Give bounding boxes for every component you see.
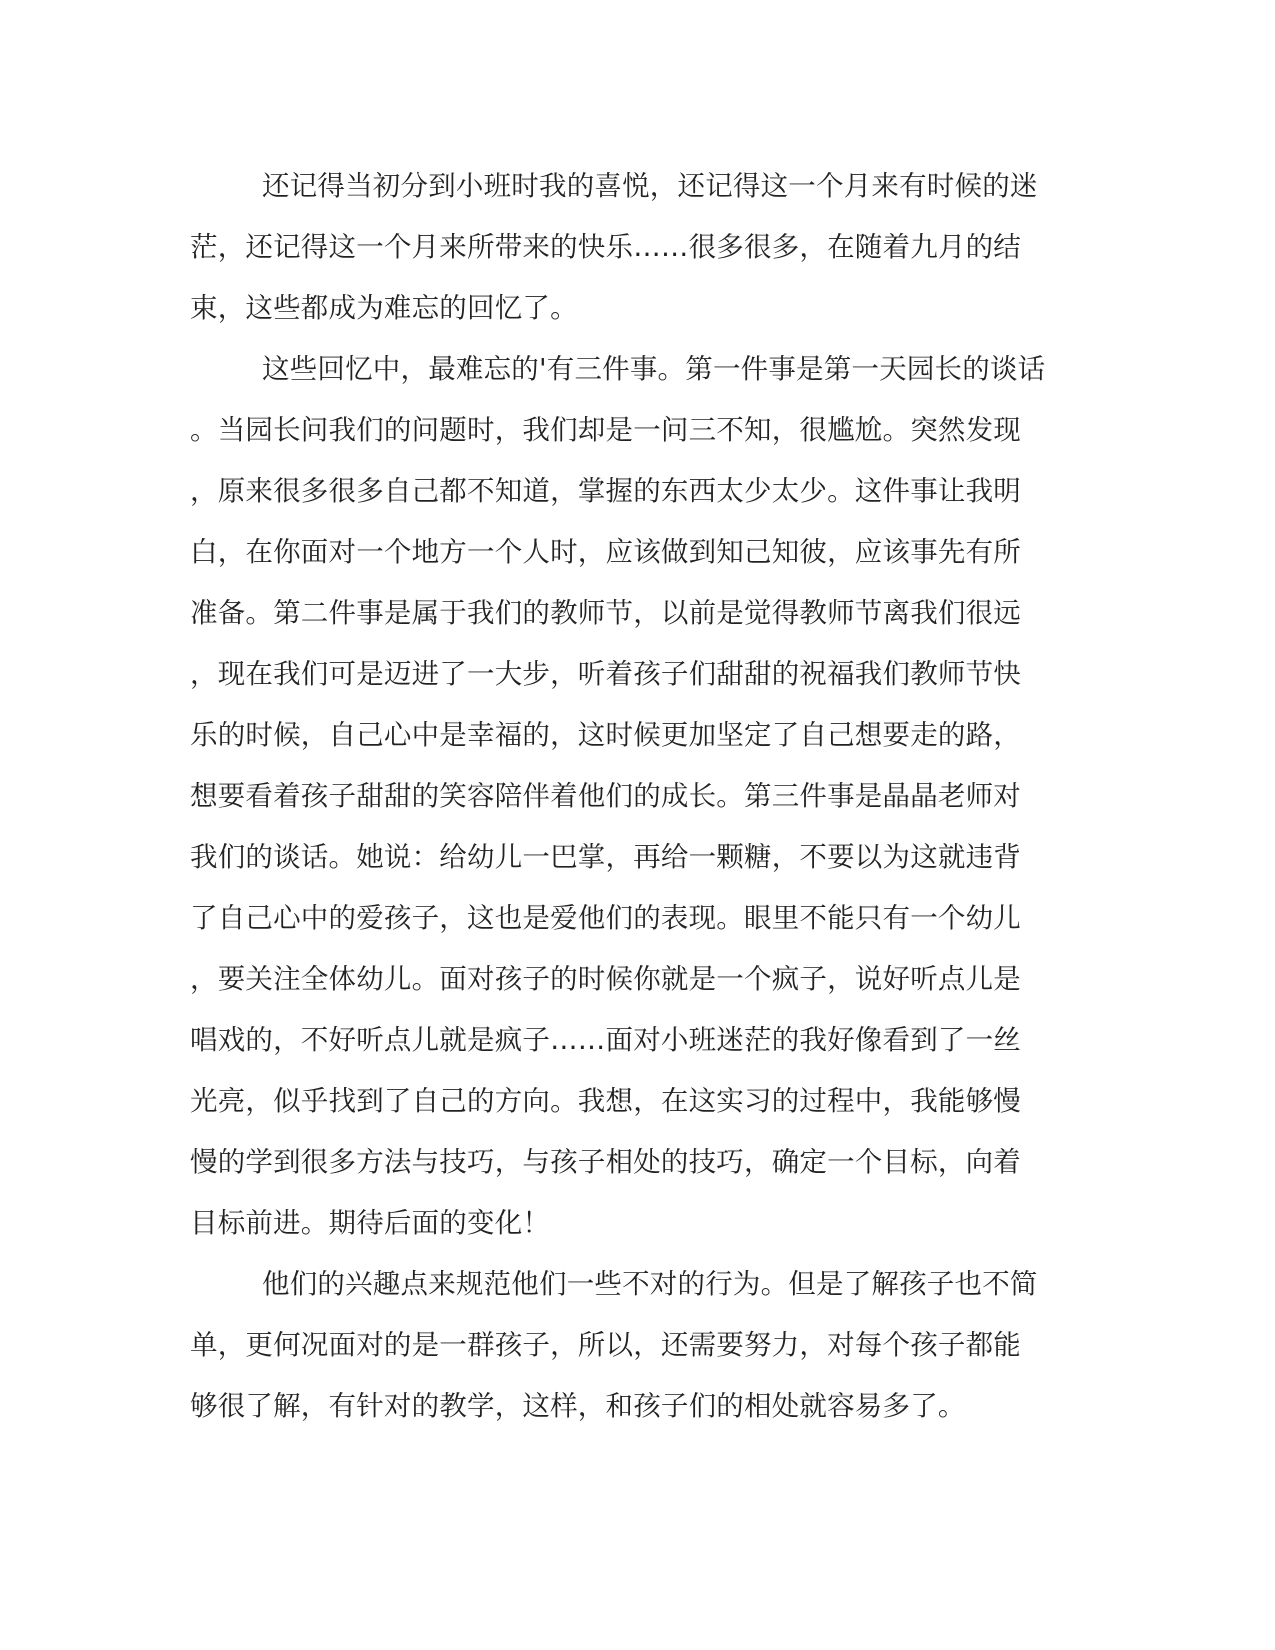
paragraph-line: 他们的兴趣点来规范他们一些不对的行为。但是了解孩子也不简 [262, 1268, 1038, 1300]
paragraph-line: 茫，还记得这一个月来所带来的快乐……很多很多，在随着九月的结 [190, 231, 1021, 263]
paragraph-line: 单，更何况面对的是一群孩子，所以，还需要努力，对每个孩子都能 [190, 1329, 1021, 1361]
paragraph-line: 还记得当初分到小班时我的喜悦，还记得这一个月来有时候的迷 [262, 170, 1038, 202]
paragraph-line: 光亮，似乎找到了自己的方向。我想，在这实习的过程中，我能够慢 [190, 1085, 1021, 1117]
paragraph-line: ，现在我们可是迈进了一大步，听着孩子们甜甜的祝福我们教师节快 [190, 658, 1021, 690]
paragraph-line: ，原来很多很多自己都不知道，掌握的东西太少太少。这件事让我明 [190, 475, 1021, 507]
paragraph-line: 目标前进。期待后面的变化！ [190, 1207, 551, 1239]
paragraph-line: 慢的学到很多方法与技巧，与孩子相处的技巧，确定一个目标，向着 [190, 1146, 1021, 1178]
paragraph-line: 束，这些都成为难忘的回忆了。 [190, 292, 578, 324]
document-body [190, 156, 1070, 1437]
paragraph-3 [190, 1254, 1070, 1437]
paragraph-line: 准备。第二件事是属于我们的教师节，以前是觉得教师节离我们很远 [190, 597, 1021, 629]
paragraph-line: 唱戏的，不好听点儿就是疯子……面对小班迷茫的我好像看到了一丝 [190, 1024, 1021, 1056]
paragraph-line: 想要看着孩子甜甜的笑容陪伴着他们的成长。第三件事是晶晶老师对 [190, 780, 1021, 812]
paragraph-line: 。当园长问我们的问题时，我们却是一问三不知，很尴尬。突然发现 [190, 414, 1021, 446]
paragraph-line: 我们的谈话。她说：给幼儿一巴掌，再给一颗糖，不要以为这就违背 [190, 841, 1021, 873]
paragraph-line: 乐的时候，自己心中是幸福的，这时候更加坚定了自己想要走的路， [190, 719, 1021, 751]
paragraph-line: 够很了解，有针对的教学，这样，和孩子们的相处就容易多了。 [190, 1390, 966, 1422]
paragraph-line: 白，在你面对一个地方一个人时，应该做到知己知彼，应该事先有所 [190, 536, 1021, 568]
paragraph-line: 了自己心中的爱孩子，这也是爱他们的表现。眼里不能只有一个幼儿 [190, 902, 1021, 934]
paragraph-line: 这些回忆中，最难忘的'有三件事。第一件事是第一天园长的谈话 [262, 353, 1046, 385]
paragraph-line: ，要关注全体幼儿。面对孩子的时候你就是一个疯子，说好听点儿是 [190, 963, 1021, 995]
paragraph-2 [190, 339, 1070, 1254]
paragraph-1 [190, 156, 1070, 339]
